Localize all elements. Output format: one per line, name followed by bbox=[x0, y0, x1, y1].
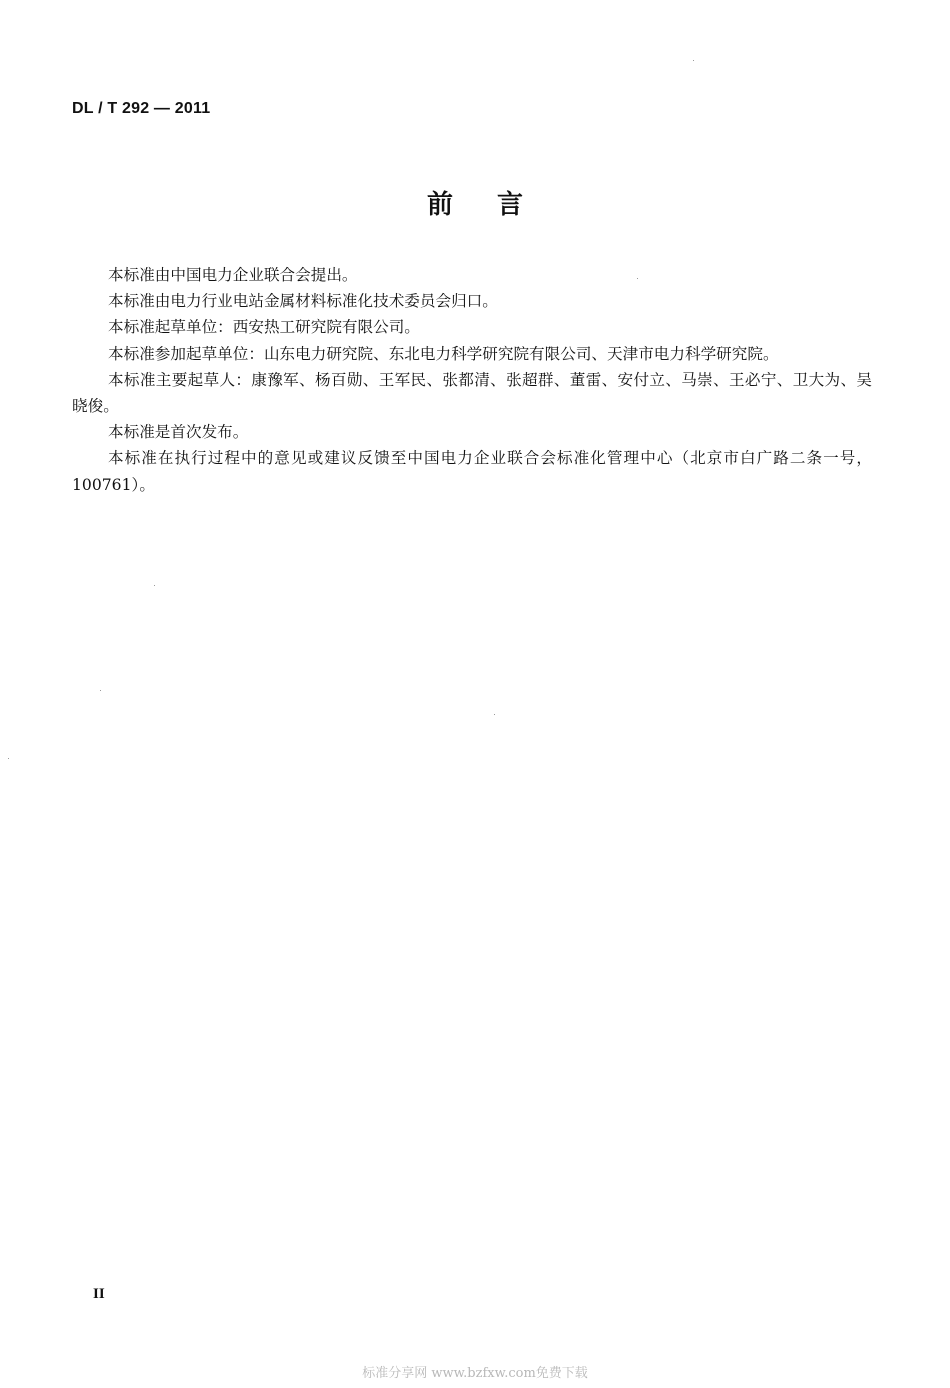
paragraph-drafting-unit: 本标准起草单位：西安热工研究院有限公司。 bbox=[108, 318, 420, 337]
foreword-body bbox=[72, 262, 872, 498]
scan-speck bbox=[100, 690, 101, 691]
paragraph-feedback: 本标准在执行过程中的意见或建议反馈至中国电力企业联合会标准化管理中心（北京市白广路二条一号，100761）。 bbox=[72, 449, 872, 494]
scan-speck bbox=[693, 60, 694, 61]
paragraph-participating-units: 本标准参加起草单位：山东电力研究院、东北电力科学研究院有限公司、天津市电力科学研究院。 bbox=[108, 344, 779, 363]
scan-speck bbox=[8, 758, 9, 759]
paragraph-main-drafters: 本标准主要起草人：康豫军、杨百勋、王军民、张都清、张超群、董雷、安付立、马崇、王必宁、卫大为、吴晓俊。 bbox=[72, 370, 872, 416]
document-code: DL / T 292 — 2011 bbox=[72, 100, 211, 117]
scan-speck bbox=[154, 585, 155, 586]
scan-speck bbox=[494, 714, 495, 715]
watermark-footer: 标准分享网 www.bzfxw.com免费下载 bbox=[362, 1366, 588, 1381]
paragraph-proposer: 本标准由中国电力企业联合会提出。 bbox=[108, 266, 358, 284]
page-number: II bbox=[93, 1286, 105, 1302]
section-title: 前言 bbox=[426, 190, 567, 220]
paragraph-committee: 本标准由电力行业电站金属材料标准化技术委员会归口。 bbox=[108, 292, 498, 311]
scan-speck bbox=[637, 278, 638, 279]
paragraph-first-release: 本标准是首次发布。 bbox=[108, 423, 249, 442]
